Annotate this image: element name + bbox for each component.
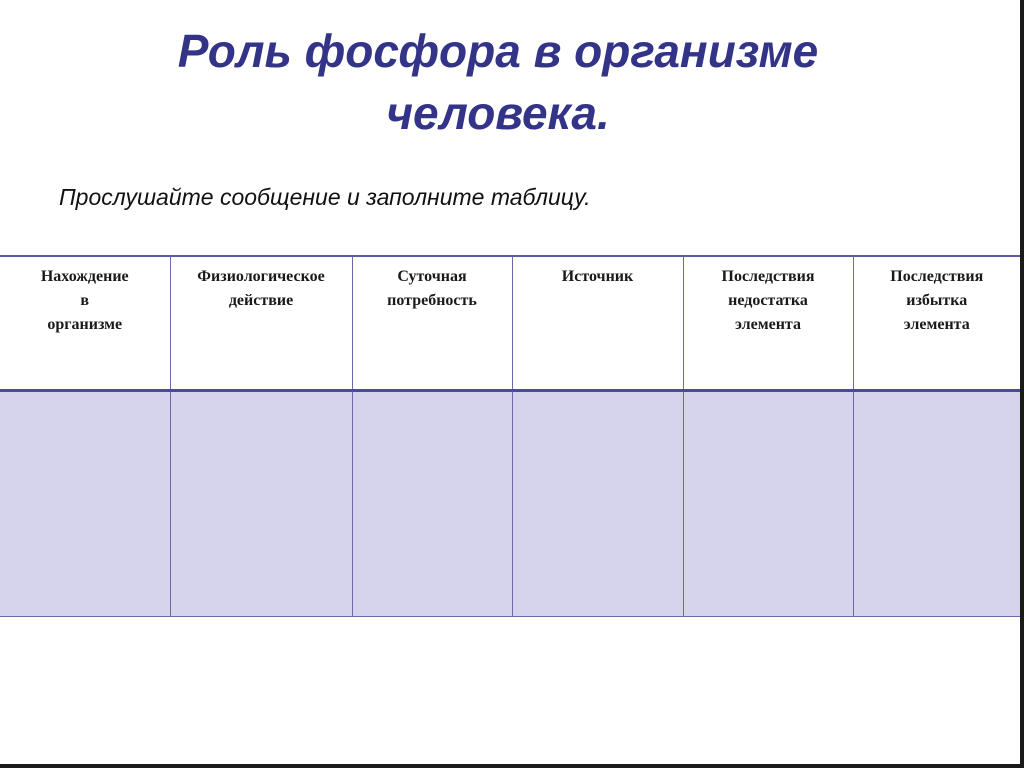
header-source: Источник bbox=[512, 256, 683, 391]
slide-title bbox=[0, 20, 996, 144]
slide-instruction: Прослушайте сообщение и заполните таблицу. bbox=[59, 184, 591, 210]
header-deficiency-consequences: Последствия недостатка элемента bbox=[683, 256, 853, 391]
header-physiological-action: Физиологическое действие bbox=[170, 256, 352, 391]
fill-in-table bbox=[0, 255, 1020, 617]
table-cell-action bbox=[170, 391, 352, 617]
header-daily-requirement: Суточная потребность bbox=[352, 256, 512, 391]
header-location-in-body: Нахождение в организме bbox=[0, 256, 170, 391]
slide-bottom-edge bbox=[0, 764, 1024, 768]
table-cell-requirement bbox=[352, 391, 512, 617]
table-cell-excess bbox=[853, 391, 1020, 617]
slide-title-line-1: Роль фосфора в организме bbox=[177, 25, 819, 77]
table-cell-deficiency bbox=[683, 391, 853, 617]
table-cell-location bbox=[0, 391, 170, 617]
table-row bbox=[0, 391, 1020, 617]
header-excess-consequences: Последствия избытка элемента bbox=[853, 256, 1020, 391]
slide-title-line-2: человека. bbox=[386, 87, 610, 139]
slide-right-edge bbox=[1020, 0, 1024, 768]
table-cell-source bbox=[512, 391, 683, 617]
table-header-row bbox=[0, 256, 1020, 391]
